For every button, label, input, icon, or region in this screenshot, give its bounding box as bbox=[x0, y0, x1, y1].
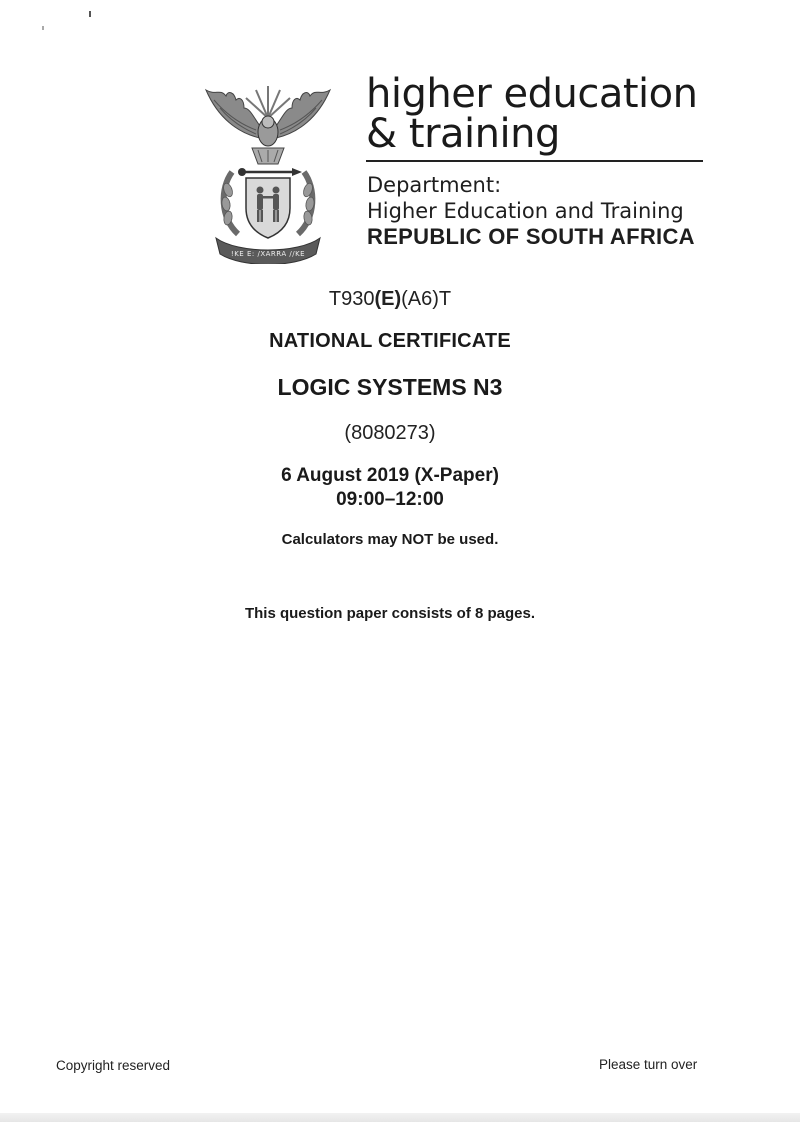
logo-line-2: & training bbox=[366, 111, 560, 157]
svg-text:!KE E: /XARRA //KE: !KE E: /XARRA //KE bbox=[230, 250, 306, 258]
logo-wordmark bbox=[366, 71, 706, 157]
exam-date: 6 August 2019 (X-Paper) bbox=[281, 465, 499, 486]
country-name: REPUBLIC OF SOUTH AFRICA bbox=[367, 224, 695, 249]
calculator-note: Calculators may NOT be used. bbox=[281, 531, 499, 548]
scan-speck bbox=[42, 26, 44, 30]
department-label: Department: bbox=[367, 173, 502, 197]
logo-divider bbox=[366, 160, 703, 162]
turn-over-footer: Please turn over bbox=[599, 1057, 698, 1072]
subject-code: (8080273) bbox=[344, 422, 436, 444]
certificate-title: NATIONAL CERTIFICATE bbox=[269, 330, 511, 352]
logo-line-1: higher education bbox=[366, 71, 698, 117]
paper-code-prefix: T930 bbox=[328, 288, 375, 310]
subject-title: LOGIC SYSTEMS N3 bbox=[277, 374, 503, 400]
paper-code bbox=[0, 288, 780, 311]
paper-code-language: (E) bbox=[374, 288, 402, 310]
paper-code-suffix: (A6)T bbox=[401, 288, 452, 310]
page-count-note: This question paper consists of 8 pages. bbox=[244, 605, 536, 622]
page-bottom-edge bbox=[0, 1113, 800, 1122]
copyright-footer: Copyright reserved bbox=[56, 1058, 171, 1073]
department-block bbox=[367, 172, 707, 250]
coat-of-arms-icon bbox=[198, 78, 338, 264]
exam-time: 09:00–12:00 bbox=[336, 489, 444, 510]
department-name: Higher Education and Training bbox=[367, 199, 684, 223]
scan-speck bbox=[89, 11, 91, 17]
